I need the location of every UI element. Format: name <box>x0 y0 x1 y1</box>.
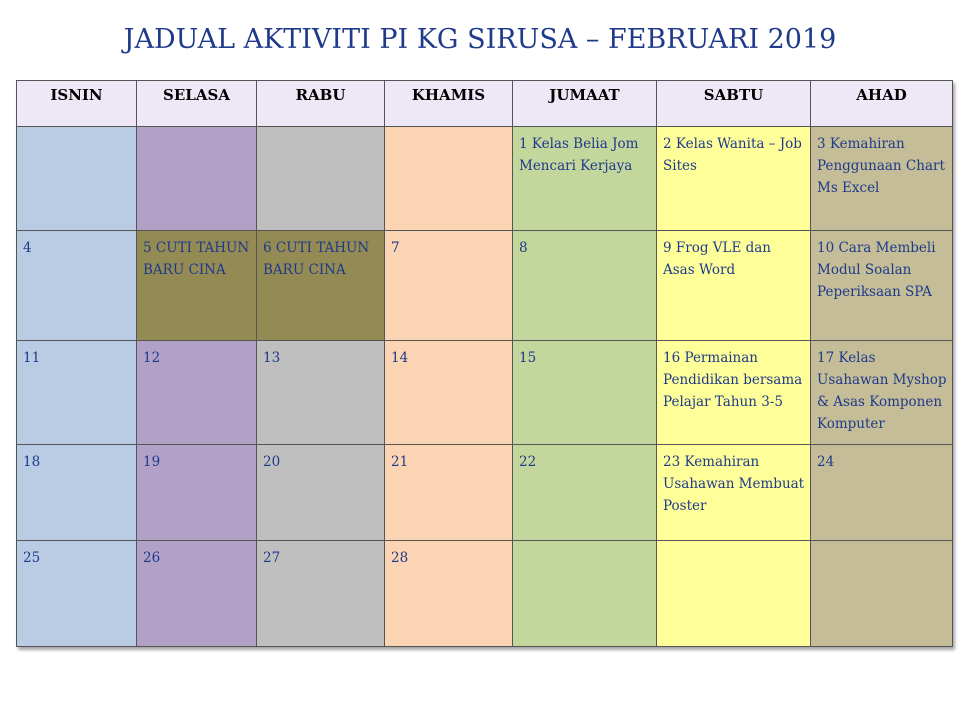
day-cell <box>657 541 811 647</box>
day-cell: 12 <box>137 341 257 445</box>
day-cell: 20 <box>257 445 385 541</box>
day-header-selasa: SELASA <box>137 81 257 127</box>
day-cell: 11 <box>17 341 137 445</box>
day-header-rabu: RABU <box>257 81 385 127</box>
day-header-khamis: KHAMIS <box>385 81 513 127</box>
day-cell: 13 <box>257 341 385 445</box>
day-cell: 22 <box>513 445 657 541</box>
day-header-jumaat: JUMAAT <box>513 81 657 127</box>
day-cell: 15 <box>513 341 657 445</box>
day-cell <box>17 127 137 231</box>
day-cell: 18 <box>17 445 137 541</box>
day-cell: 2 Kelas Wanita – Job Sites <box>657 127 811 231</box>
day-cell: 23 Kemahiran Usahawan Membuat Poster <box>657 445 811 541</box>
day-header-isnin: ISNIN <box>17 81 137 127</box>
calendar-table <box>16 80 953 647</box>
day-cell: 24 <box>811 445 953 541</box>
day-cell: 19 <box>137 445 257 541</box>
day-cell: 28 <box>385 541 513 647</box>
day-cell: 3 Kemahiran Penggunaan Chart Ms Excel <box>811 127 953 231</box>
day-cell: 17 Kelas Usahawan Myshop & Asas Komponen Komputer <box>811 341 953 445</box>
day-header-ahad: AHAD <box>811 81 953 127</box>
calendar-header-row <box>17 81 953 127</box>
day-cell: 27 <box>257 541 385 647</box>
day-cell: 14 <box>385 341 513 445</box>
holiday-cell: 6 CUTI TAHUN BARU CINA <box>257 231 385 341</box>
day-cell: 4 <box>17 231 137 341</box>
day-cell <box>257 127 385 231</box>
day-cell <box>385 127 513 231</box>
day-cell <box>137 127 257 231</box>
day-cell: 26 <box>137 541 257 647</box>
day-cell: 25 <box>17 541 137 647</box>
day-cell: 21 <box>385 445 513 541</box>
day-cell: 9 Frog VLE dan Asas Word <box>657 231 811 341</box>
day-cell: 16 Permainan Pendidikan bersama Pelajar Tahun 3-5 <box>657 341 811 445</box>
week-row <box>17 231 953 341</box>
week-row <box>17 541 953 647</box>
day-cell: 10 Cara Membeli Modul Soalan Peperiksaan SPA <box>811 231 953 341</box>
week-row <box>17 127 953 231</box>
page-title: JADUAL AKTIVITI PI KG SIRUSA – FEBRUARI 2019 <box>123 24 837 55</box>
day-cell: 8 <box>513 231 657 341</box>
day-cell <box>513 541 657 647</box>
day-cell <box>811 541 953 647</box>
holiday-cell: 5 CUTI TAHUN BARU CINA <box>137 231 257 341</box>
day-header-sabtu: SABTU <box>657 81 811 127</box>
day-cell: 1 Kelas Belia Jom Mencari Kerjaya <box>513 127 657 231</box>
day-cell: 7 <box>385 231 513 341</box>
week-row <box>17 445 953 541</box>
week-row <box>17 341 953 445</box>
